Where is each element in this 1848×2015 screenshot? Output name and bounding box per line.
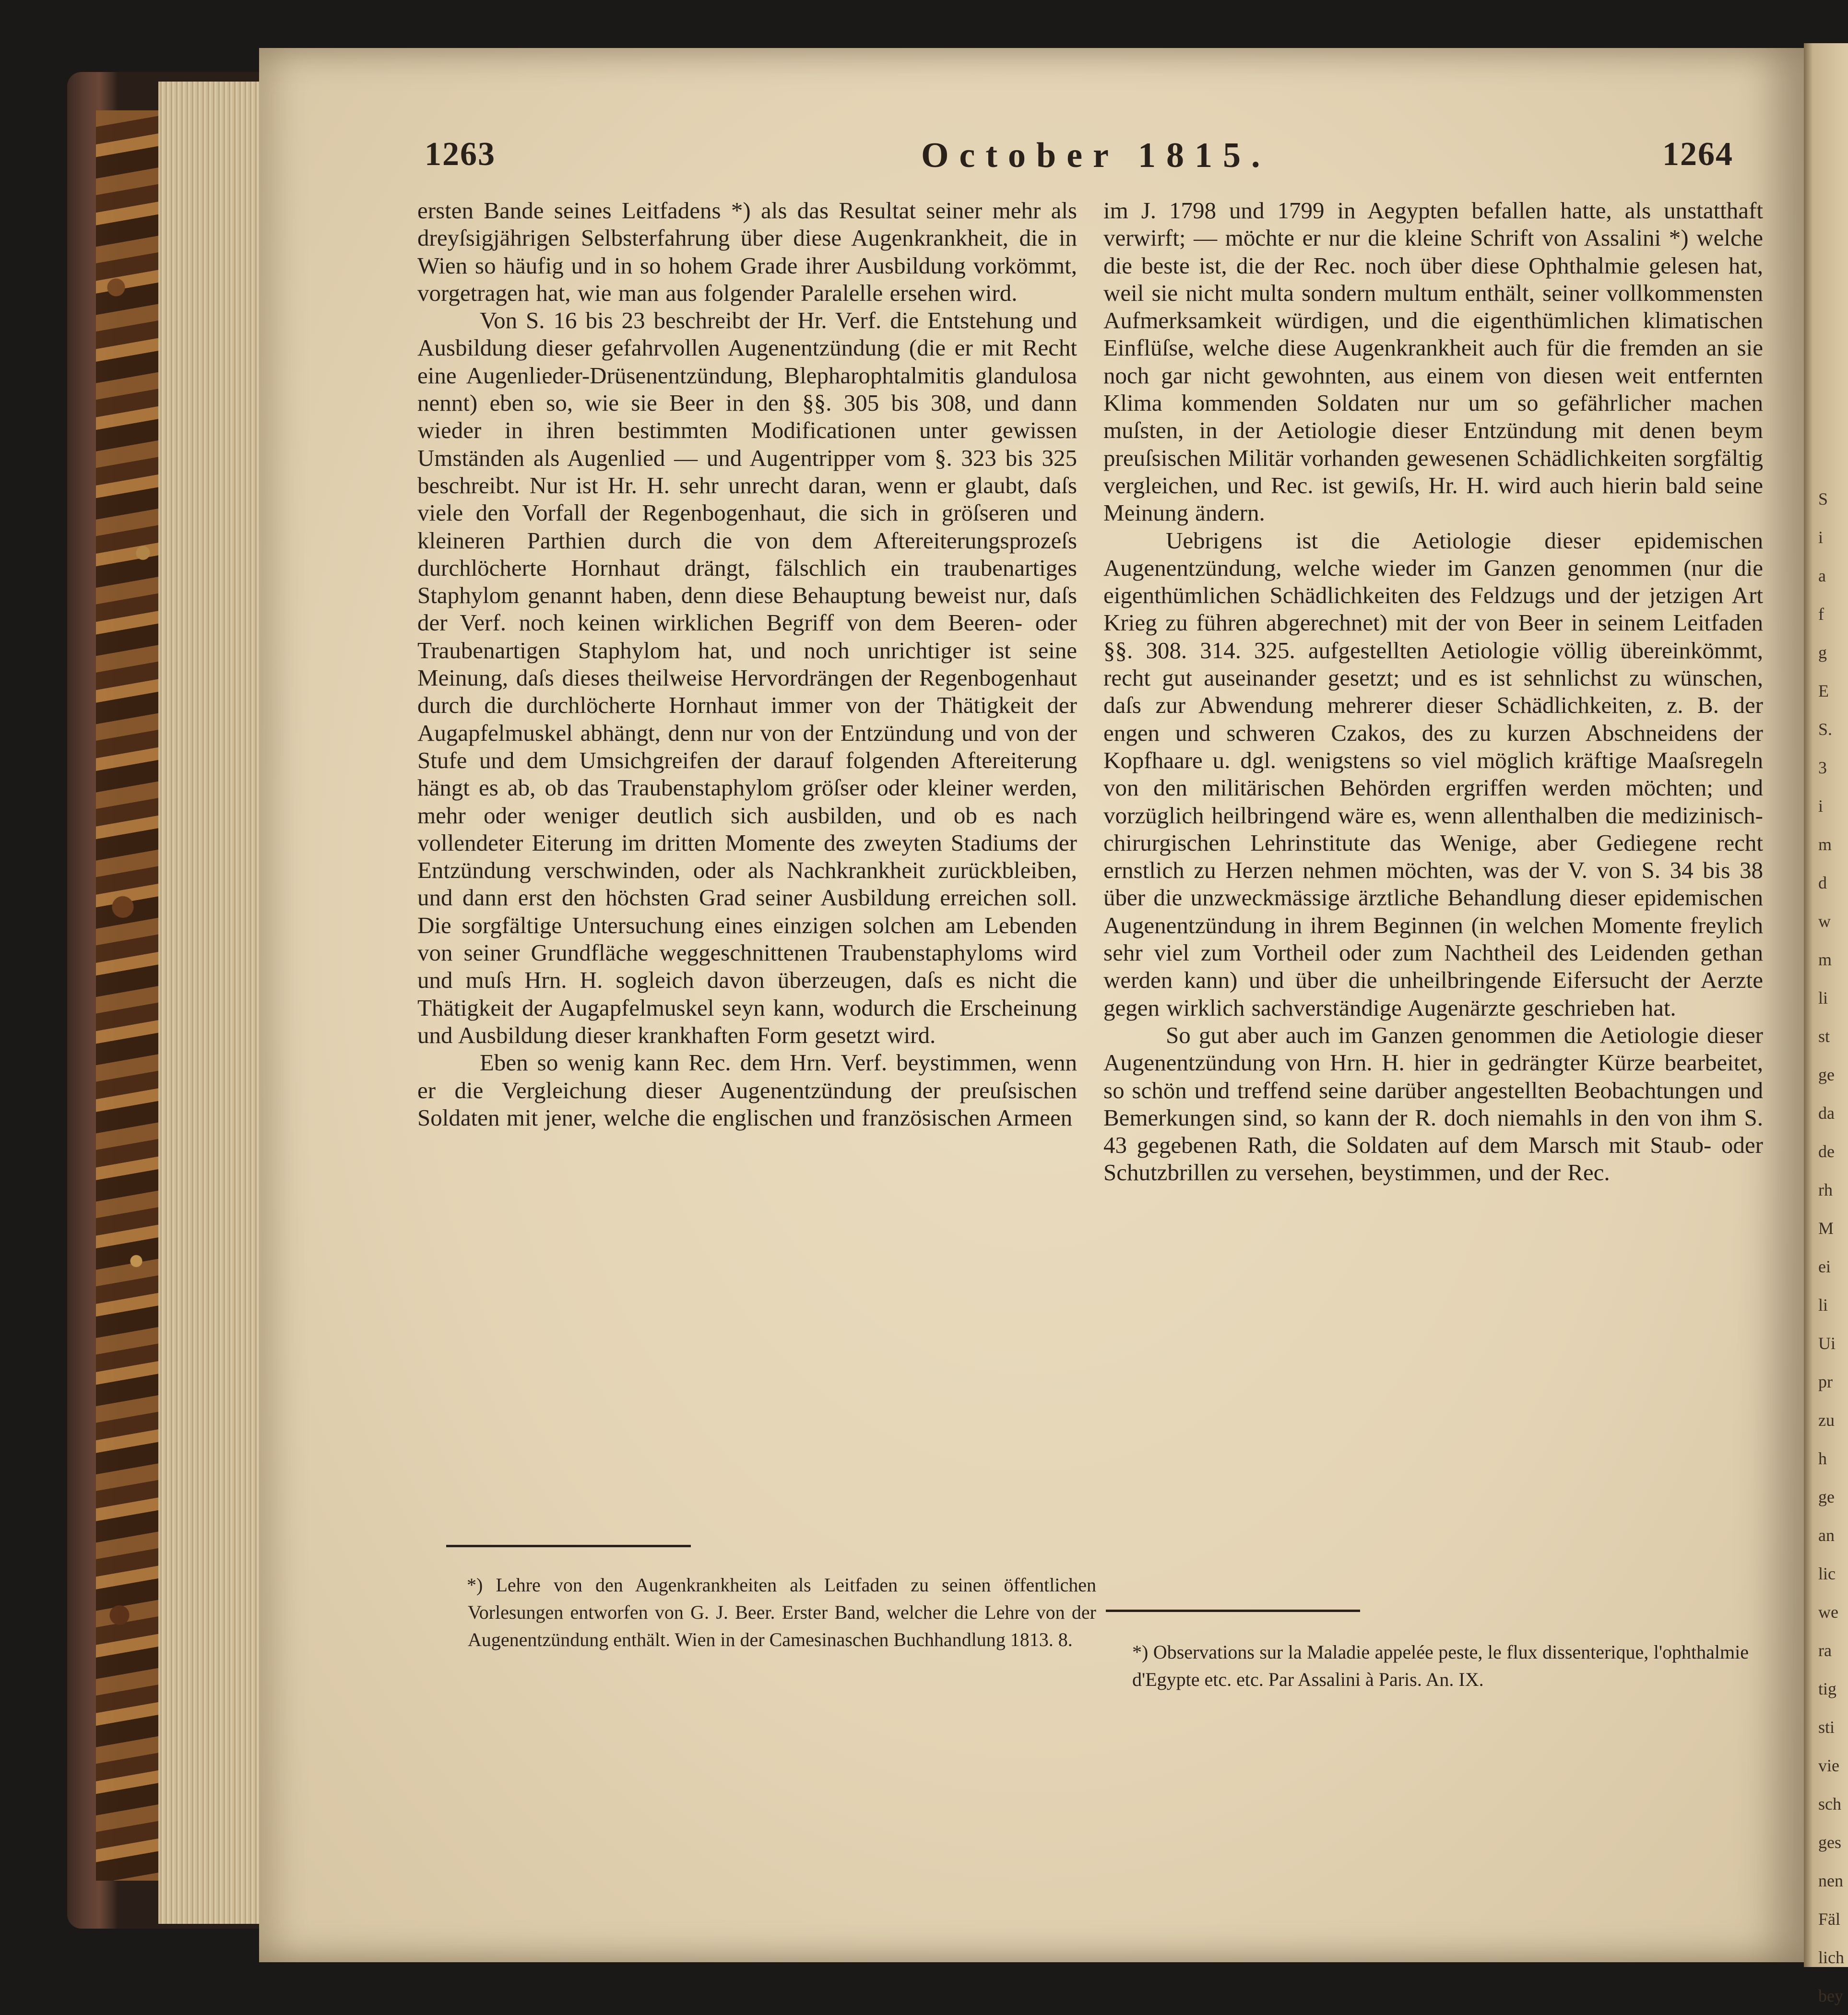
next-page-fragment: f <box>1818 604 1824 624</box>
next-page-fragment: w <box>1818 912 1831 931</box>
paragraph: Uebrigens ist die Aetiologie dieser epidemischen Augenentzündung, welche wieder im Ganzen genommen (nur die eigenthümlichen Schädlichkeiten des Feldzugs und der jetzigen Art Krieg zu führen abgerechnet) mit der von Beer in seinem Leitfaden §§. 308. 314. 325. aufgestellten Aetiologie völlig übereinkömmt, recht gut auseinander gesetzt; und es ist sehnlichst zu wünschen, daſs zur Abwendung mehrerer dieser Schädlichkeiten, z. B. der engen und schweren Czakos, des zu kurzen Abschneidens der Kopfhaare u. dgl. wenigstens so viel möglich kräftige Maaſsregeln von den militärischen Behörden ergriffen werden möchten; und vorzüglich heilbringend wäre es, wenn allenthalben die medizinisch-chirurgischen Lehrinstitute das Wenige, aber Gediegene recht ernstlich zu Herzen nehmen möchten, was der V. von S. 34 bis 38 über die unzweckmässige ärztliche Behandlung dieser epidemischen Augenentzündung in ihrem Beginnen (in welchen Momente freylich sehr viel zum Vortheil oder zum Nachtheil des Leidenden gethan werden kann) und über die unheilbringende Eifersucht der Aerzte gegen wirklich sachverständige Augenärzte geschrieben hat. <box>1103 527 1763 1021</box>
left-column <box>417 197 1077 1131</box>
next-page-fragment: g <box>1818 643 1827 662</box>
footnote-rule <box>1106 1610 1360 1612</box>
next-page-fragment: li <box>1818 1295 1828 1315</box>
next-page-fragment: da <box>1818 1103 1835 1123</box>
next-page-fragment: ge <box>1818 1487 1835 1506</box>
next-page-fragment: st <box>1818 1027 1830 1046</box>
next-page-fragment: a <box>1818 566 1826 585</box>
next-page-text-fragments <box>1818 480 1848 2005</box>
next-page-fragment: h <box>1818 1449 1827 1468</box>
next-page-fragment: m <box>1818 950 1832 969</box>
next-page-fragment: pr <box>1818 1372 1833 1391</box>
next-page-fragment: ges <box>1818 1833 1841 1852</box>
next-page-fragment: ei <box>1818 1257 1831 1276</box>
next-page-fragment: lic <box>1818 1564 1836 1583</box>
right-page-number: 1264 <box>1662 136 1733 173</box>
marbled-edge <box>96 110 163 1881</box>
next-page-fragment: sch <box>1818 1794 1841 1814</box>
next-page-fragment: m <box>1818 835 1832 854</box>
next-page-fragment: nen <box>1818 1871 1843 1890</box>
next-page-fragment: S <box>1818 489 1828 509</box>
next-page-fragment: vie <box>1818 1756 1839 1775</box>
next-page-fragment: tig <box>1818 1679 1837 1698</box>
next-page-fragment: i <box>1818 796 1824 816</box>
next-page-fragment: lich <box>1818 1948 1844 1967</box>
right-column <box>1103 197 1763 1186</box>
paragraph: ersten Bande seines Leitfadens *) als das Resultat seiner mehr als dreyſsigjährigen Selbsterfahrung über diese Augenkrankheit, die in Wien so häufig und in so hohem Grade ihrer Ausbildung vorkömmt, vorgetragen hat, wie man aus folgender Paralelle ersehen wird. <box>417 197 1077 306</box>
paragraph: So gut aber auch im Ganzen genommen die Aetiologie dieser Augenentzündung von Hrn. H. hier in gedrängter Kürze bearbeitet, so schön und treffend seine darüber angestellten Beobachtungen und Bemerkungen sind, so kann der R. doch niemahls in den von ihm S. 43 gegebenen Rath, die Soldaten auf dem Marsch mit Staub- oder Schutzbrillen zu versehen, beystimmen, und der Rec. <box>1103 1021 1763 1186</box>
next-page-fragment: we <box>1818 1602 1838 1622</box>
next-page-fragment: de <box>1818 1142 1835 1161</box>
paragraph: im J. 1798 und 1799 in Aegypten befallen hatte, als unstatthaft verwirft; — möchte er nur die kleine Schrift von Assalini *) welche die beste ist, die der Rec. noch über diese Ophthalmie gelesen hat, weil sie nicht multa sondern multum enthält, seiner vollkommensten Aufmerksamkeit würdigen, und die eigenthümlichen klimatischen Einflüſse, welche diese Augenkrankheit auch für die fremden an sie noch gar nicht gewohnten, aus einem von diesen weit entfernten Klima kommenden Soldaten nur um so gefährlicher machen muſsten, in der Aetiologie dieser Entzündung mit denen beym preuſsischen Militär vorhanden gewesenen Schädlichkeiten sorgfältig vergleichen, und Rec. ist gewiſs, Hr. H. wird auch hierin bald seine Meinung ändern. <box>1103 197 1763 526</box>
next-page-fragment: d <box>1818 873 1827 892</box>
next-page-fragment: bey <box>1818 1986 1843 2005</box>
footnote-left: *) Lehre von den Augenkrankheiten als Leitfaden zu seinen öffentlichen Vorlesungen entworfen von G. J. Beer. Erster Band, welcher die Lehre von der Augenentzündung enthält. Wien in der Camesinaschen Buchhandlung 1813. 8. <box>467 1574 1096 1650</box>
next-page-fragment: E <box>1818 681 1829 700</box>
next-page-fragment: 3 <box>1818 758 1827 777</box>
next-page-fragment: Fäl <box>1818 1909 1841 1929</box>
footnote-right: *) Observations sur la Maladie appelée peste, le flux dissenterique, l'ophthalmie d'Egypte etc. etc. Par Assalini à Paris. An. IX. <box>1132 1641 1749 1690</box>
next-page-fragment: i <box>1818 528 1824 547</box>
next-page-fragment: ge <box>1818 1065 1835 1084</box>
next-page-fragment: zu <box>1818 1410 1835 1430</box>
next-page-fragment: ra <box>1818 1641 1832 1660</box>
next-page-fragment: rh <box>1818 1180 1833 1199</box>
next-page-fragment: li <box>1818 988 1828 1008</box>
footnote-rule <box>446 1545 691 1547</box>
next-page-fragment: S. <box>1818 720 1833 739</box>
next-page-fragment: M <box>1818 1219 1834 1238</box>
next-page-fragment: an <box>1818 1526 1835 1545</box>
running-title: October 1815. <box>921 136 1271 175</box>
page-edges <box>158 82 269 1924</box>
next-page-fragment: sti <box>1818 1718 1835 1737</box>
paragraph: Eben so wenig kann Rec. dem Hrn. Verf. beystimmen, wenn er die Vergleichung dieser Augenentzündung der preuſsischen Soldaten mit jener, welche die englischen und französischen Armeen <box>417 1049 1077 1131</box>
left-page-number: 1263 <box>425 136 496 173</box>
next-page-fragment: Ui <box>1818 1334 1836 1353</box>
paragraph: Von S. 16 bis 23 beschreibt der Hr. Verf. die Entstehung und Ausbildung dieser gefahrvollen Augenentzündung (die er mit Recht eine Augenlieder-Drüsenentzündung, Blepharophtalmitis glandulosa nennt) eben so, wie sie Beer in den §§. 305 bis 308, und dann wieder in ihren bestimmten Modificationen unter gewissen Umständen als Augenlied — und Augentripper vom §. 323 bis 325 beschreibt. Nur ist Hr. H. sehr unrecht daran, wenn er glaubt, daſs viele den Vorfall der Regenbogenhaut, die sich in gröſseren und kleineren Parthien durch die von dem Aftereiterungsprozeſs durchlöcherte Hornhaut drängt, fälschlich ein traubenartiges Staphylom genannt haben, denn diese Behauptung beweist nur, daſs der Verf. noch keinen wirklichen Begriff von dem Beeren- oder Traubenartigen Staphylom hat, und noch unrichtiger ist seine Meinung, daſs dieses theilweise Hervordrängen der Regenbogenhaut durch die durchlöcherte Hornhaut immer von der Thätigkeit der Augapfelmuskel abhängt, denn nur von der Entzündung und von der Stufe und dem Umsichgreifen der darauf folgenden Aftereiterung hängt es ab, ob das Traubenstaphylom gröſser oder kleiner werden, mehr oder weniger deutlich sich ausbilden, und ob es nach vollendeter Eiterung im dritten Momente des zweyten Stadiums der Entzündung verschwinden, oder als Nachkrankheit zurückbleiben, und dann erst den höchsten Grad seiner Ausbildung erreichen soll. Die sorgfältige Untersuchung eines einzigen solchen am Lebenden von seiner Grundfläche weggeschnittenen Traubenstaphyloms wird und muſs Hrn. H. sogleich davon überzeugen, daſs es nicht die Thätigkeit der Augapfelmuskel seyn kann, wodurch die Erscheinung und Ausbildung dieser krankhaften Form gesetzt wird. <box>417 307 1077 1048</box>
